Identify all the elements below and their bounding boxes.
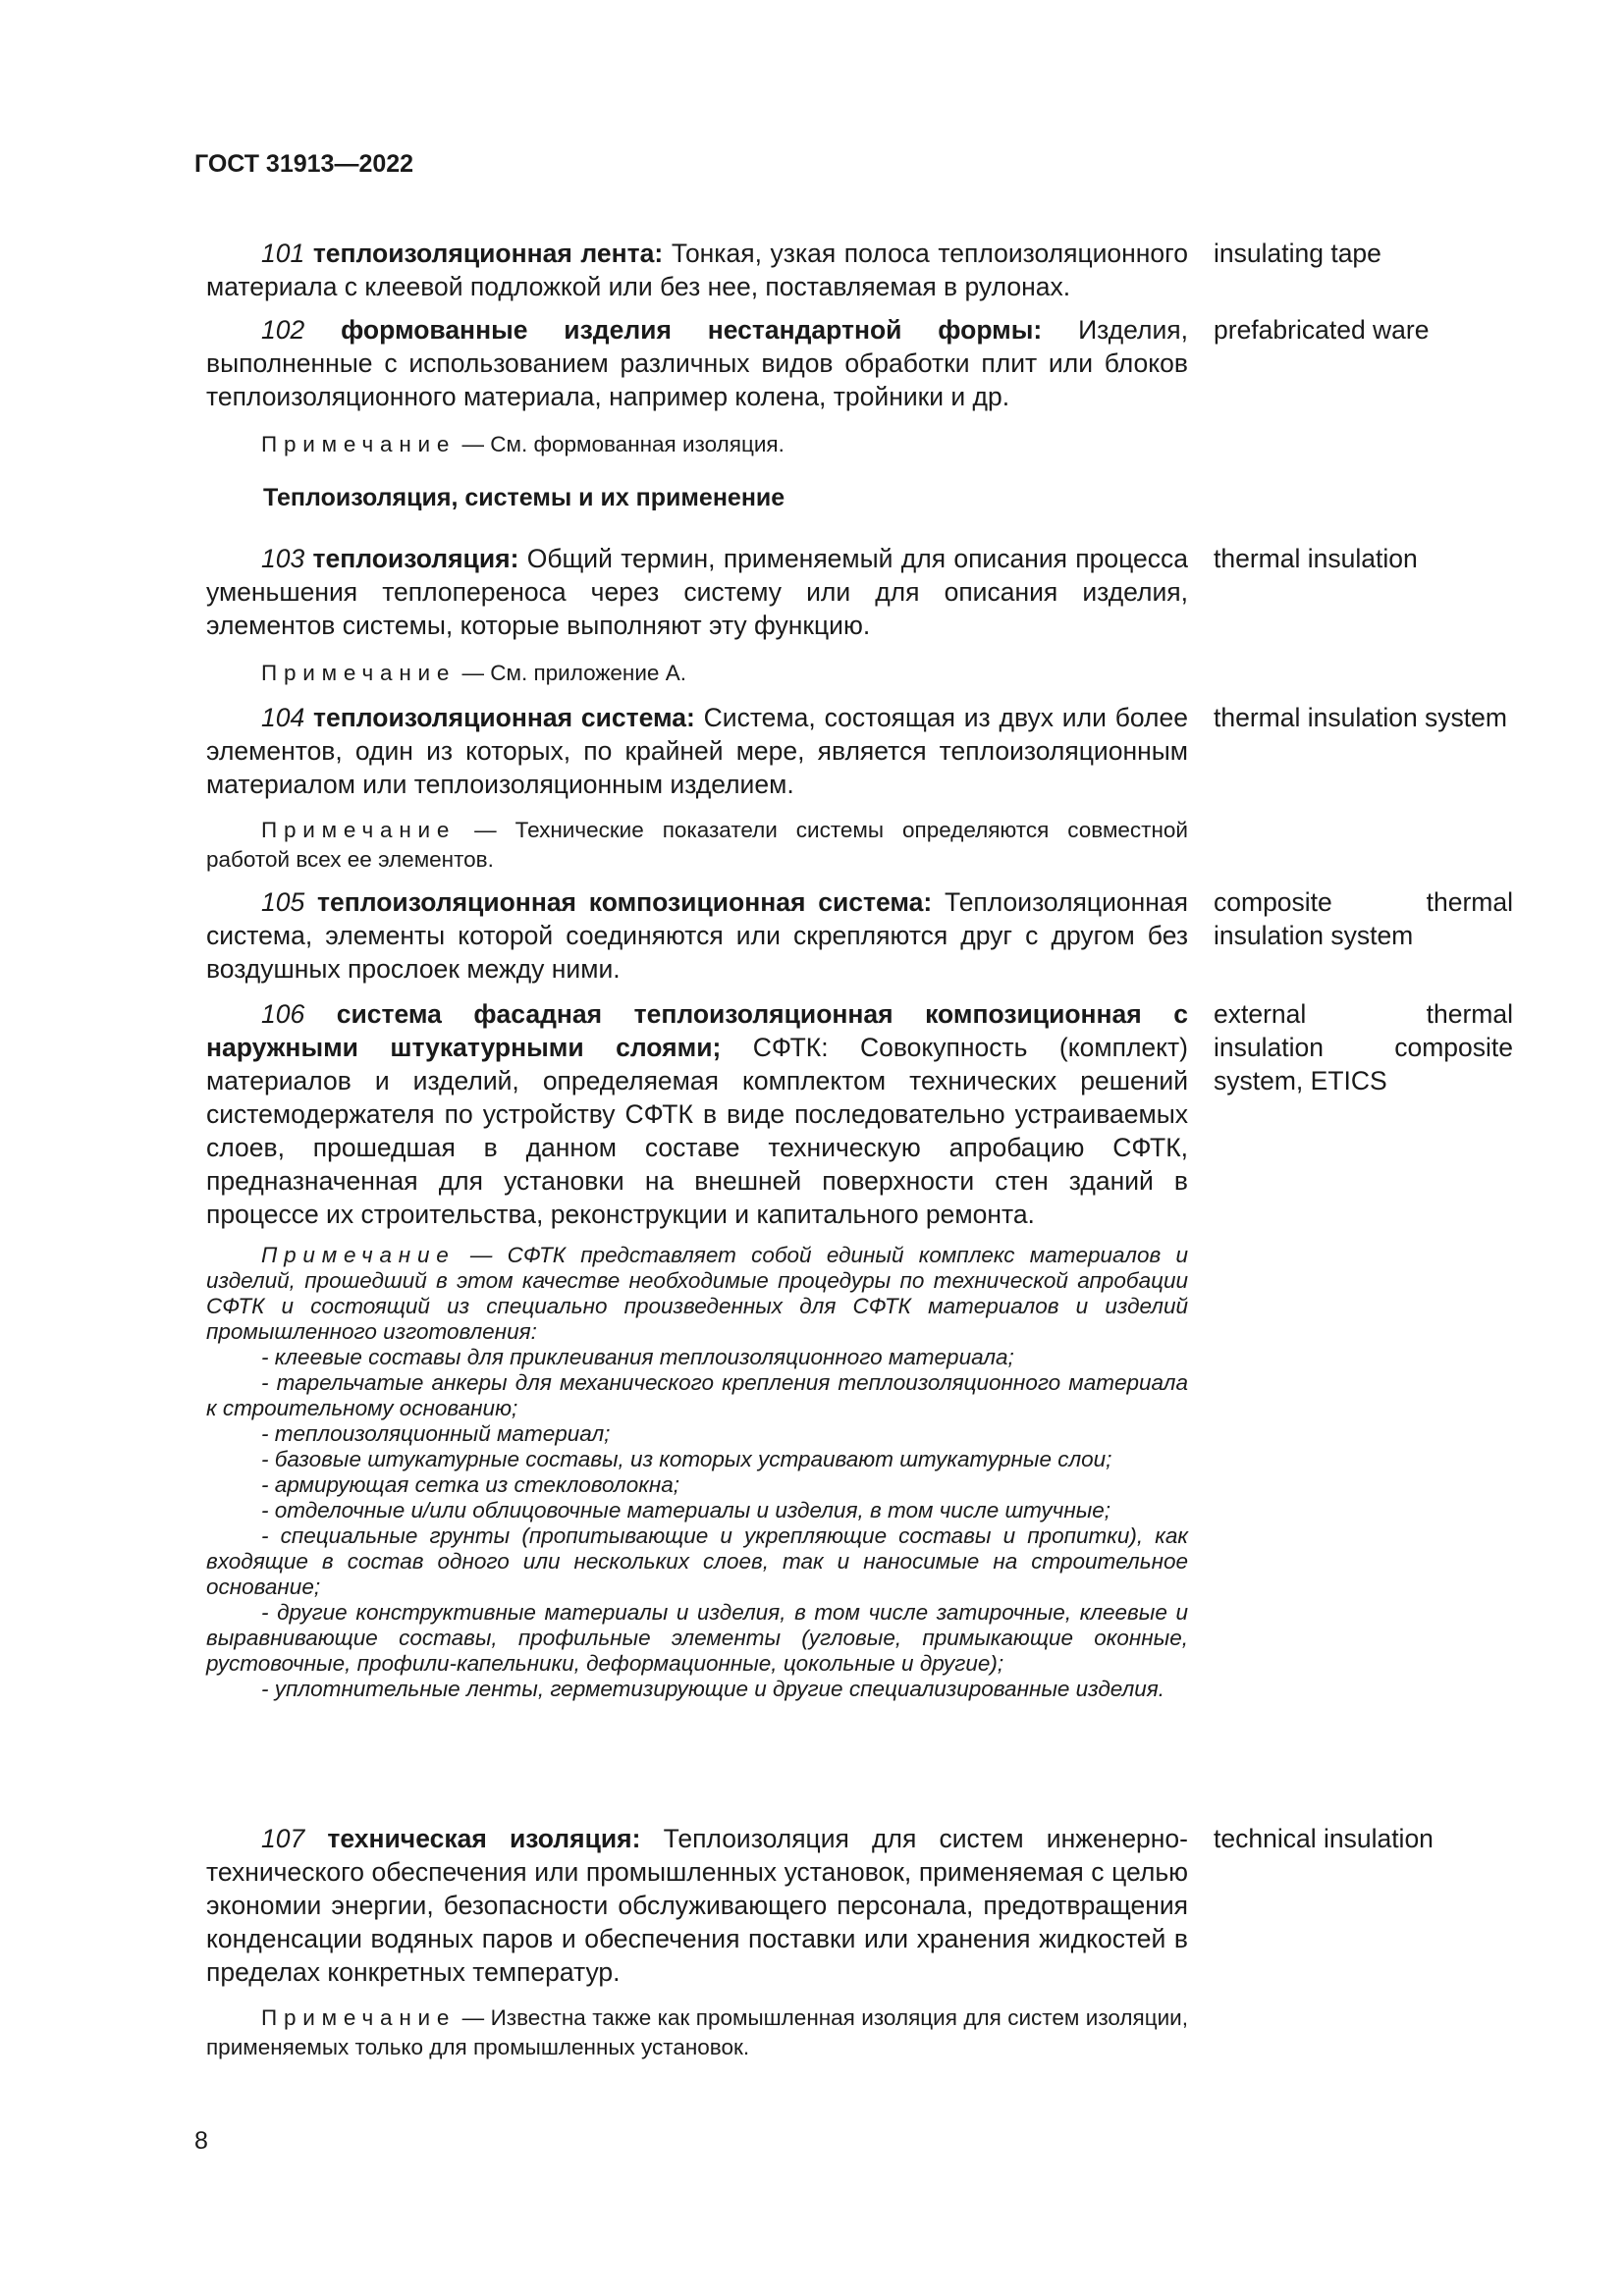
note-106-item: - теплоизоляционный материал;	[261, 1421, 611, 1446]
entry-102-en: prefabricated ware	[1214, 315, 1430, 345]
note-106-item: - другие конструктивные материалы и изделия, в том числе затирочные, клеевые и выравнивающие составы, профильные элементы (угловые, примыкающие оконные, рустовочные, профили-капельники, деформационные, цокольные и другие);	[206, 1600, 1188, 1676]
note-103: Примечание — См. приложение А.	[261, 661, 686, 685]
entry-104: 104 теплоизоляционная система: Система, состоящая из двух или более элементов, один из которых, по крайней мере, является теплоизоляционным материалом или теплоизоляционным изделием.	[206, 703, 1188, 799]
section-title: Теплоизоляция, системы и их применение	[263, 484, 785, 511]
entry-107: 107 техническая изоляция: Теплоизоляция для систем инженерно-технического обеспечения или промышленных установок, применяемая с целью экономии энергии, безопасности обслуживающего персонала, предотвращения конденсации водяных паров и обеспечения поставки или хранения жидкостей в пределах конкретных температур.	[206, 1824, 1188, 1987]
page-number: 8	[194, 2127, 208, 2155]
document-header: ГОСТ 31913—2022	[194, 150, 414, 178]
note-106-item: - базовые штукатурные составы, из которых устраивают штукатурные слои;	[261, 1447, 1112, 1471]
entry-106: 106 система фасадная теплоизоляционная композиционная с наружными штукатурными слоями; СФТК: Совокупность (комплект) материалов и изделий, определяемая комплектом технических решений системодержателя по устройству СФТК в виде последовательно устраиваемых слоев, прошедшая в данном составе техническую апробацию СФТК, предназначенная для установки на внешней поверхности стен зданий в процессе их строительства, реконструкции и капитального ремонта.	[206, 999, 1188, 1229]
note-104: Примечание — Технические показатели системы определяются совместной работой всех ее элементов.	[206, 818, 1188, 872]
note-106-item: - армирующая сетка из стекловолокна;	[261, 1472, 680, 1497]
note-106-item: - уплотнительные ленты, герметизирующие и другие специализированные изделия.	[261, 1677, 1165, 1701]
entry-105: 105 теплоизоляционная композиционная система: Теплоизоляционная система, элементы которой соединяются или скрепляются друг с другом без воздушных прослоек между ними.	[206, 887, 1188, 984]
note-106: Примечание — СФТК представляет собой единый комплекс материалов и изделий, прошедший в этом качестве необходимые процедуры по технической апробации СФТК и состоящий из специально произведенных для СФТК материалов и изделий промышленного изготовления: - клеевые составы для приклеивания теплоизоляционного материала; - тарельчатые анкеры для механического крепления теплоизоляционного материала к строительному основанию; - теплоизоляционный материал; - базовые штукатурные составы, из которых устраивают штукатурные слои; - армирующая сетка из стекловолокна; - отделочные и/или облицовочные материалы и изделия, в том числе штучные; - специальные грунты (пропитывающие и укрепляющие составы и пропитки), как входящие в состав одного или нескольких слоев, так и наносимые на строительное основание; - другие конструктивные материалы и изделия, в том числе затирочные, клеевые и выравнивающие составы, профильные элементы (угловые, примыкающие оконные, рустовочные, профили-капельники, деформационные, цокольные и другие); - уплотнительные ленты, герметизирующие и другие специализированные изделия.	[206, 1243, 1188, 1701]
note-102: Примечание — См. формованная изоляция.	[261, 432, 785, 456]
entry-101-en: insulating tape	[1214, 239, 1381, 268]
entry-104-en: thermal insulation system	[1214, 703, 1507, 732]
entry-107-en: technical insulation	[1214, 1824, 1434, 1853]
note-107: Примечание — Известна также как промышленная изоляция для систем изоляции, применяемых только для промышленных установок.	[206, 2005, 1188, 2059]
note-106-item: - клеевые составы для приклеивания теплоизоляционного материала;	[261, 1345, 1014, 1369]
note-106-item: - отделочные и/или облицовочные материалы и изделия, в том числе штучные;	[261, 1498, 1111, 1522]
entry-106-en: external thermal insulation composite system, ETICS	[1214, 999, 1513, 1095]
note-106-item: - специальные грунты (пропитывающие и укрепляющие составы и пропитки), как входящие в состав одного или нескольких слоев, так и наносимые на строительное основание;	[206, 1523, 1188, 1599]
note-106-item: - тарельчатые анкеры для механического крепления теплоизоляционного материала к строительному основанию;	[206, 1370, 1188, 1420]
entry-103: 103 теплоизоляция: Общий термин, применяемый для описания процесса уменьшения теплопереноса через систему или для описания изделия, элементов системы, которые выполняют эту функцию.	[206, 544, 1188, 640]
entry-101: 101 теплоизоляционная лента: Тонкая, узкая полоса теплоизоляционного материала с клеевой подложкой или без нее, поставляемая в рулонах.	[206, 239, 1188, 301]
entry-102: 102 формованные изделия нестандартной формы: Изделия, выполненные с использованием различных видов обработки плит или блоков теплоизоляционного материала, например колена, тройники и др.	[206, 315, 1188, 411]
entry-103-en: thermal insulation	[1214, 544, 1418, 573]
entry-105-en: composite thermal insulation system	[1214, 887, 1513, 950]
